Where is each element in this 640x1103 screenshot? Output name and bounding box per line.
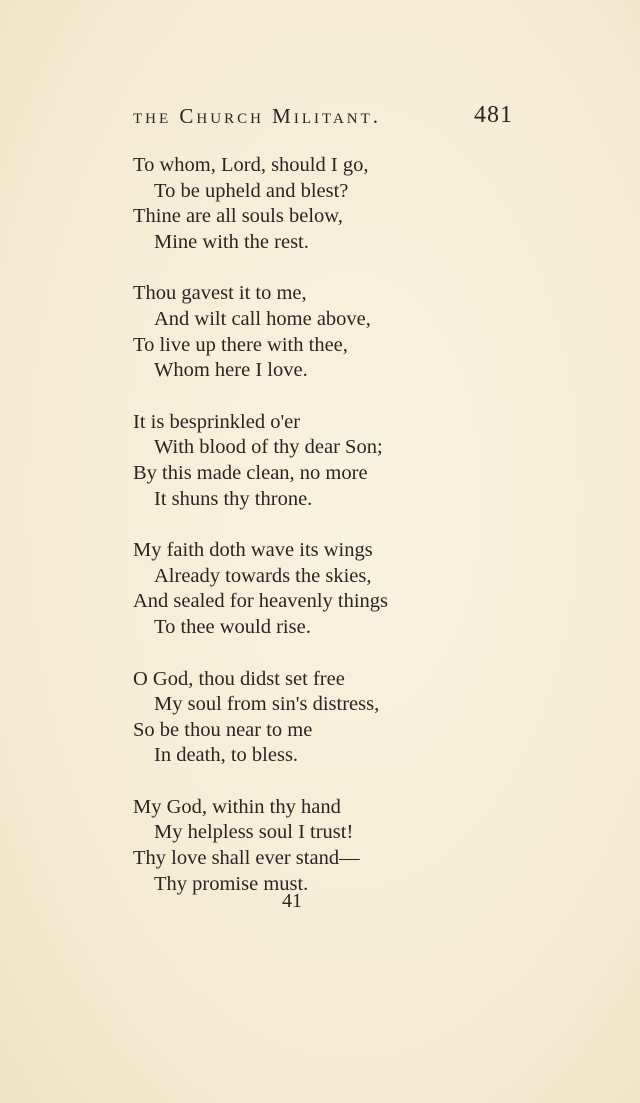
- poem-line: My God, within thy hand: [133, 795, 341, 818]
- poem-line: It shuns thy throne.: [154, 487, 313, 510]
- poem-line: My soul from sin's distress,: [154, 693, 380, 716]
- poem-line: Whom here I love.: [154, 359, 308, 382]
- page-number: 481: [474, 102, 513, 128]
- poem-line: By this made clean, no more: [133, 461, 368, 484]
- stanza: [133, 795, 453, 897]
- stanza: [133, 667, 453, 769]
- signature-mark: 41: [282, 890, 302, 912]
- poem-line: Thy love shall ever stand—: [133, 847, 360, 870]
- poem-line: Already towards the skies,: [154, 564, 372, 587]
- stanza: [133, 538, 453, 640]
- stanza: [133, 281, 453, 383]
- poem-line: My helpless soul I trust!: [154, 821, 354, 844]
- running-title: the Church Militant.: [133, 104, 382, 128]
- stanza: [133, 410, 453, 512]
- poem-line: Thy promise must.: [154, 872, 309, 895]
- poem-line: To be upheld and blest?: [154, 179, 349, 202]
- poem-line: And wilt call home above,: [154, 307, 371, 330]
- poem-line: O God, thou didst set free: [133, 667, 345, 690]
- poem-line: Mine with the rest.: [154, 230, 309, 253]
- poem-line: Thine are all souls below,: [133, 205, 343, 228]
- poem-line: My faith doth wave its wings: [133, 539, 373, 562]
- poem-line: It is besprinkled o'er: [133, 410, 301, 433]
- poem-line: To live up there with thee,: [133, 333, 348, 356]
- stanza: [133, 153, 453, 255]
- poem-line: So be thou near to me: [133, 718, 313, 741]
- poem-line: Thou gavest it to me,: [133, 282, 307, 305]
- running-head: [133, 104, 513, 134]
- poem-line: To whom, Lord, should I go,: [133, 154, 369, 176]
- poem-line: In death, to bless.: [154, 744, 299, 767]
- poem-line: To thee would rise.: [154, 615, 311, 638]
- poem-line: With blood of thy dear Son;: [154, 436, 383, 459]
- poem: [133, 153, 453, 923]
- poem-line: And sealed for heavenly things: [133, 590, 389, 613]
